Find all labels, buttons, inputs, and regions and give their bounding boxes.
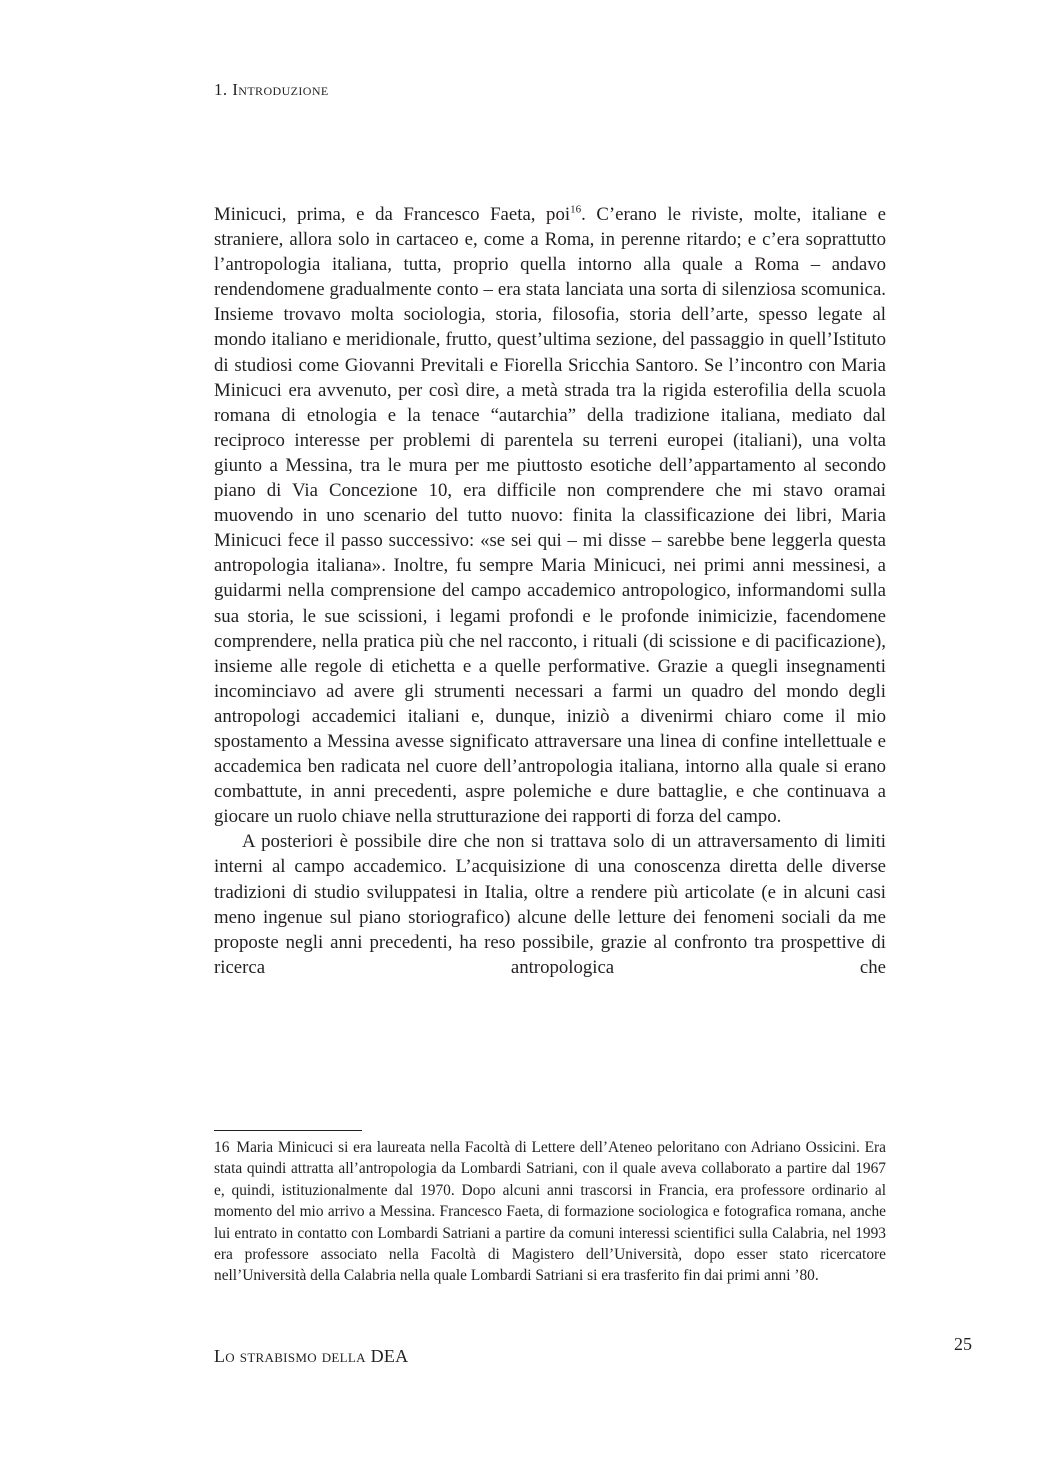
paragraph-1 [214,202,886,829]
footnote-text: Maria Minicuci si era laureata nella Facoltà di Lettere dell’Ateneo peloritano con Adriano Ossicini. Era stata quindi attratta all’antropologia da Lombardi Satriani, con il quale aveva collaborato a partire dal 1967 e, quindi, istituzionalmente dal 1970. Dopo alcuni anni trascorsi in Francia, era professore ordinario al momento del mio arrivo a Messina. Francesco Faeta, di formazione sociologica e fotografica romana, anche lui entrato in contatto con Lombardi Satriani a partire da comuni interessi scientifici sulla Calabria, nel 1993 era professore associato nella Facoltà di Magistero dell’Università, dopo esser stato ricercatore nell’Università della Calabria nella quale Lombardi Satriani si era trasferito fin dai primi anni ’80. [214,1139,886,1285]
footnote-reference: 16 [570,203,582,216]
footnote-divider [214,1130,362,1131]
paragraph-1-rest: . C’erano le riviste, molte, italiane e straniere, allora solo in cartaceo e, come a Roma, in perenne ritardo; e c’era soprattutto l’antropologia italiana, tutta, proprio quella intorno alla quale a Roma – andavo rendendomene gradualmente conto – era stata lanciata una sorta di silenziosa scomunica. Insieme trovavo molta sociologia, storia, filosofia, storia dell’arte, spesso legate al mondo italiano e meridionale, frutto, quest’ultima sezione, del passaggio in quell’Istituto di studiosi come Giovanni Previtali e Fiorella Sricchia Santoro. Se l’incontro con Maria Minicuci era avvenuto, per così dire, a metà strada tra la rigida esterofilia della scuola romana di etnologia e la tenace “autarchia” della tradizione italiana, mediato dal reciproco interesse per problemi di parentela su terreni europei (italiani), una volta giunto a Messina, tra le mura per me piuttosto esotiche dell’appartamento al secondo piano di Via Concezione 10, era difficile non comprendere che mi stavo oramai muovendo in uno scenario del tutto nuovo: finita la classificazione dei libri, Maria Minicuci fece il passo successivo: «se sei qui – mi disse – sarebbe bene leggerla questa antropologia italiana». Inoltre, fu sempre Maria Minicuci, nei primi anni messinesi, a guidarmi nella comprensione del campo accademico antropologico, informandomi sulla sua storia, le sue scissioni, i legami profondi e le profonde inimicizie, facendomene comprendere, nella pratica più che nel racconto, i rituali (di scissione e di pacificazione), insieme alle regole di etichetta e a quelle performative. Grazie a quegli insegnamenti incominciavo ad avere gli strumenti necessari a farmi un quadro del mondo degli antropologi accademici italiani e, dunque, iniziò a divenirmi chiaro come il mio spostamento a Messina avesse significato attraversare una linea di confine intellettuale e accademica ben radicata nel cuore dell’antropologia italiana, intorno alla quale si erano combattute, in anni precedenti, aspre polemiche e dure battaglie, e che continuava a giocare un ruolo chiave nella strutturazione dei rapporti di forza del campo. [214,204,886,828]
paragraph-1-start: Minicuci, prima, e da Francesco Faeta, poi [214,204,571,225]
running-header: 1. Introduzione [214,80,329,99]
paragraph-2: A posteriori è possibile dire che non si trattava solo di un attraversamento di limiti interni al campo accademico. L’acquisizione di una conoscenza diretta delle diverse tradizioni di studio sviluppatesi in Italia, oltre a rendere più articolate (e in alcuni casi meno ingenue sul piano storiografico) alcune delle letture dei fenomeni sociali da me proposte negli anni precedenti, ha reso possibile, grazie al confronto tra prospettive di ricerca antropologica che [214,831,886,978]
running-footer: Lo strabismo della DEA [214,1346,409,1366]
footnote [214,1137,886,1287]
footnote-number: 16 [214,1139,230,1156]
page-number: 25 [954,1334,972,1354]
body-text [214,202,886,980]
